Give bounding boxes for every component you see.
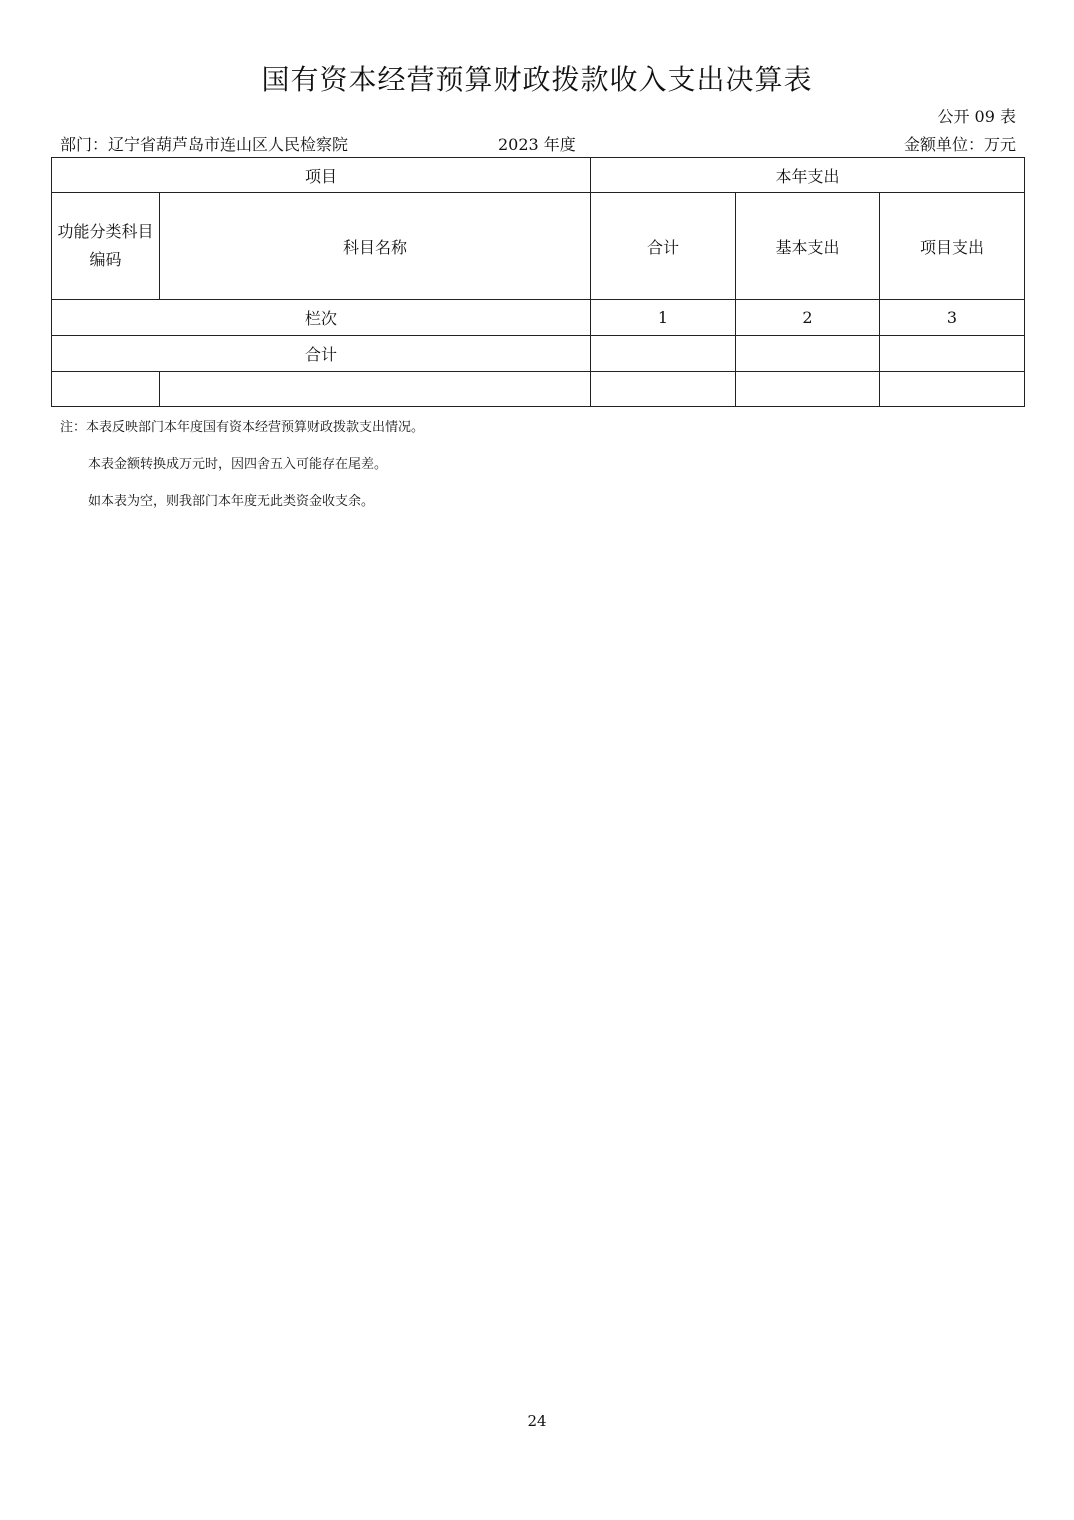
- col-index-1: 1: [591, 300, 736, 336]
- total-basic-cell: [736, 336, 880, 372]
- header-annual-expense: 本年支出: [591, 158, 1025, 193]
- row-index-label: 栏次: [52, 300, 591, 336]
- note-line: 注：本表反映部门本年度国有资本经营预算财政拨款支出情况。: [60, 420, 425, 435]
- empty-project-cell: [880, 372, 1025, 407]
- table-subheader-row: [52, 193, 1025, 300]
- form-number: 公开 09 表: [937, 107, 1016, 126]
- col-basic-expense: 基本支出: [736, 193, 880, 300]
- page-number: 24: [527, 1412, 547, 1430]
- empty-code-cell: [52, 372, 160, 407]
- col-function-code: 功能分类科目编码: [52, 193, 160, 300]
- col-total: 合计: [591, 193, 736, 300]
- total-row: [52, 336, 1025, 372]
- column-index-row: [52, 300, 1025, 336]
- page-title: 国有资本经营预算财政拨款收入支出决算表: [261, 63, 813, 96]
- amount-unit: 金额单位：万元: [903, 135, 1016, 154]
- col-project-expense: 项目支出: [880, 193, 1025, 300]
- col-index-2: 2: [736, 300, 880, 336]
- table-row: [52, 372, 1025, 407]
- budget-table: [51, 157, 1025, 407]
- empty-total-cell: [591, 372, 736, 407]
- total-label: 合计: [52, 336, 591, 372]
- notes: [60, 419, 424, 530]
- col-index-3: 3: [880, 300, 1025, 336]
- total-cell: [591, 336, 736, 372]
- col-subject-name: 科目名称: [160, 193, 591, 300]
- fiscal-year: 2023 年度: [498, 135, 576, 154]
- header-item: 项目: [52, 158, 591, 193]
- empty-basic-cell: [736, 372, 880, 407]
- empty-name-cell: [160, 372, 591, 407]
- total-project-cell: [880, 336, 1025, 372]
- note-line: 本表金额转换成万元时，因四舍五入可能存在尾差。: [88, 457, 388, 472]
- department-label: 部门：辽宁省葫芦岛市连山区人民检察院: [60, 135, 349, 154]
- note-line: 如本表为空，则我部门本年度无此类资金收支余。: [88, 494, 375, 509]
- table-header-row: [52, 158, 1025, 193]
